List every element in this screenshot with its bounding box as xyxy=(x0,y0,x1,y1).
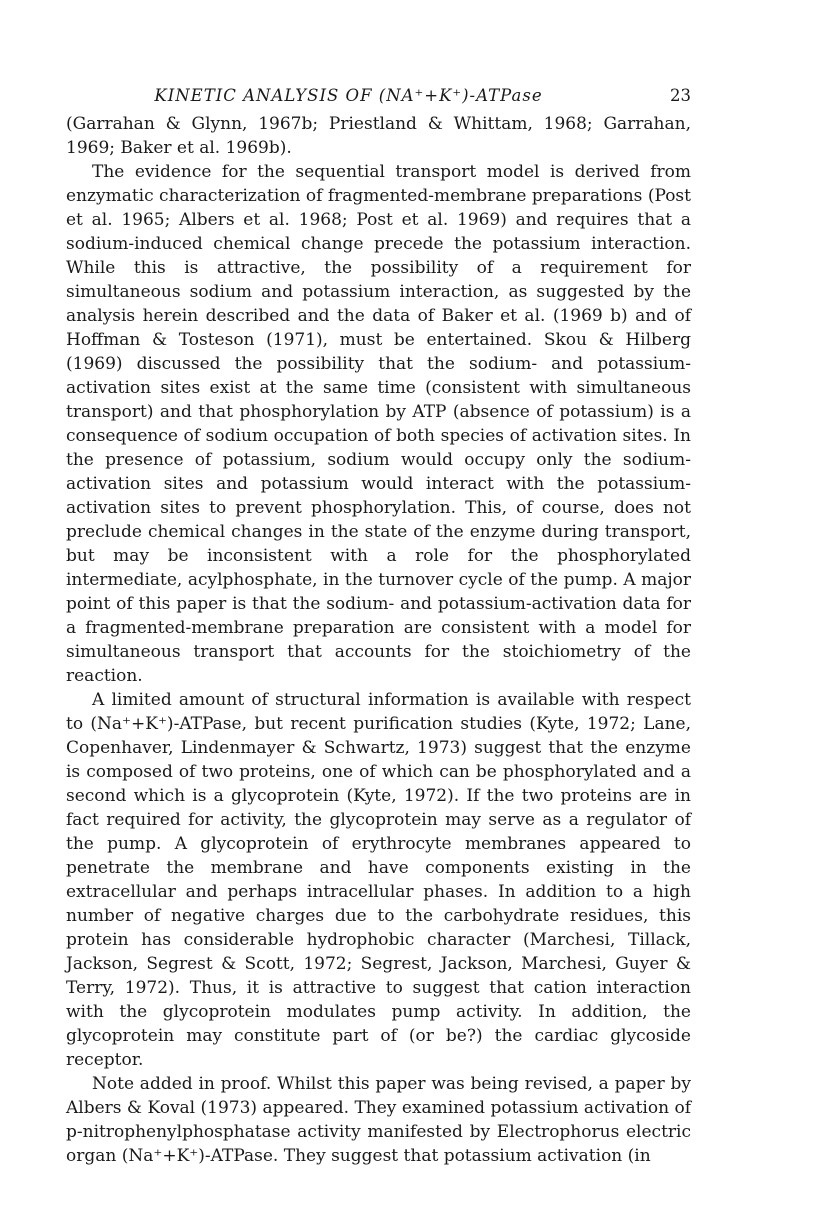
running-head xyxy=(66,84,691,112)
page xyxy=(66,84,691,1168)
running-title: KINETIC ANALYSIS OF (NA⁺+K⁺)-ATPase xyxy=(154,86,543,105)
paragraph-structural-information: A limited amount of structural information is available with respect to (Na⁺+K⁺)-ATPase, but recent purification studies (Kyte, 1972; Lane, Copenhaver, Lindenmayer & Schwartz, 1973) suggest that the enzyme is composed of two proteins, one of which can be phosphorylated and a second which is a glycoprotein (Kyte, 1972). If the two proteins are in fact required for activity, the glycoprotein may serve as a regulator of the pump. A glycoprotein of erythrocyte membranes appeared to penetrate the membrane and have components existing in the extracellular and perhaps intracellular phases. In addition to a high number of negative charges due to the carbohydrate residues, this protein has considerable hydrophobic character (Marchesi, Tillack, Jackson, Segrest & Scott, 1972; Segrest, Jackson, Marchesi, Guyer & Terry, 1972). Thus, it is attractive to suggest that cation interaction with the glycoprotein modulates pump activity. In addition, the glycoprotein may constitute part of (or be?) the cardiac glycoside receptor. xyxy=(66,690,691,1070)
article-body xyxy=(66,112,691,1168)
paragraph-note-added-in-proof: Note added in proof. Whilst this paper was being revised, a paper by Albers & Koval (1973) appeared. They examined potassium activation of p-nitrophenylphosphatase activity manifested by Electrophorus electric organ (Na⁺+K⁺)-ATPase. They suggest that potassium activation (in xyxy=(66,1074,691,1166)
paragraph-continued: (Garrahan & Glynn, 1967b; Priestland & Whittam, 1968; Garrahan, 1969; Baker et al. 1969b). xyxy=(66,114,691,158)
page-number: 23 xyxy=(670,86,691,105)
paragraph-sequential-model: The evidence for the sequential transport model is derived from enzymatic characterization of fragmented-membrane preparations (Post et al. 1965; Albers et al. 1968; Post et al. 1969) and requires that a sodium-induced chemical change precede the potassium interaction. While this is attractive, the possibility of a requirement for simultaneous sodium and potassium interaction, as suggested by the analysis herein described and the data of Baker et al. (1969 b) and of Hoffman & Tosteson (1971), must be entertained. Skou & Hilberg (1969) discussed the possibility that the sodium- and potassium-activation sites exist at the same time (consistent with simultaneous transport) and that phosphorylation by ATP (absence of potassium) is a consequence of sodium occupation of both species of activation sites. In the presence of potassium, sodium would occupy only the sodium-activation sites and potassium would interact with the potassium-activation sites to prevent phosphorylation. This, of course, does not preclude chemical changes in the state of the enzyme during transport, but may be inconsistent with a role for the phosphorylated intermediate, acylphosphate, in the turnover cycle of the pump. A major point of this paper is that the sodium- and potassium-activation data for a fragmented-membrane preparation are consistent with a model for simultaneous transport that accounts for the stoichiometry of the reaction. xyxy=(66,162,691,686)
